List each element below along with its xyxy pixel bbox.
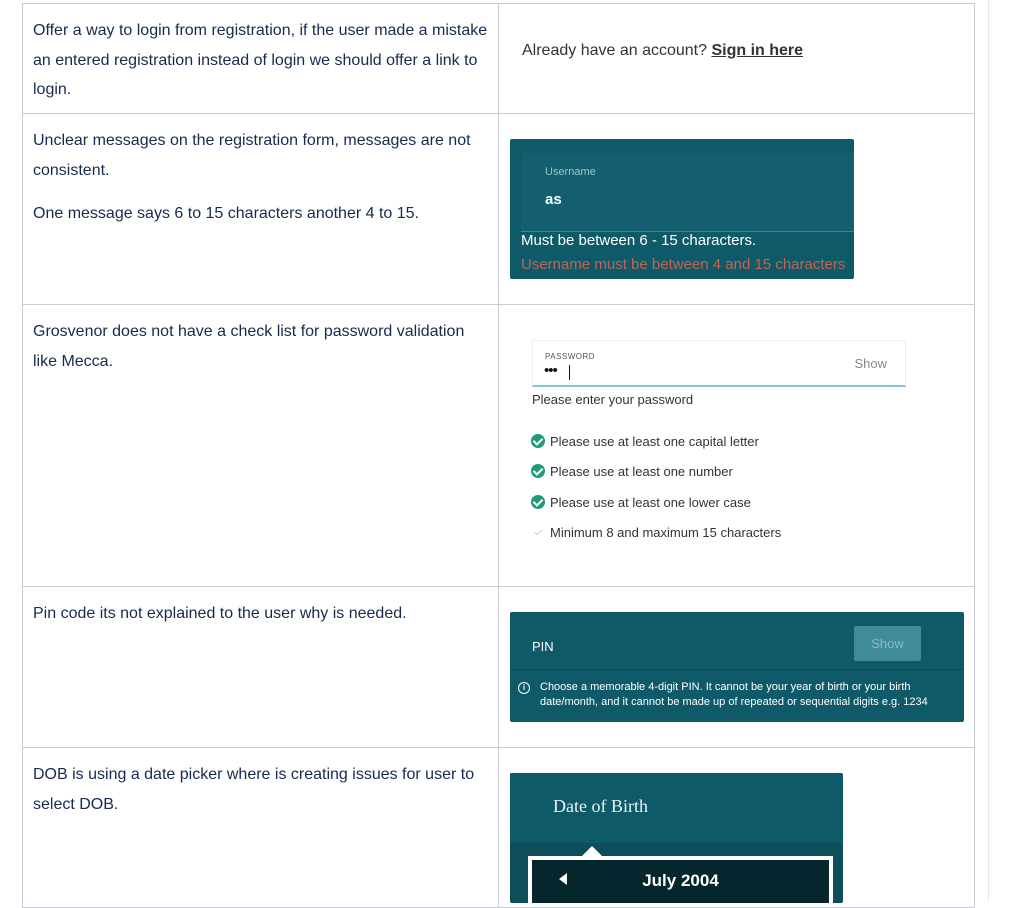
date-picker-pointer (582, 846, 602, 856)
login-hint (522, 42, 803, 60)
dob-label: Date of Birth (553, 796, 648, 816)
month-label: July 2004 (642, 871, 719, 890)
login-prompt-text: Already have an account? (522, 42, 708, 59)
issue-description: DOB is using a date picker where is creating issues for user to select DOB. (33, 766, 475, 813)
username-screenshot (510, 139, 854, 279)
example-cell (499, 114, 975, 305)
checklist-item (531, 494, 781, 524)
issue-cell (23, 305, 499, 587)
check-circle-icon (531, 495, 545, 509)
password-checklist (531, 433, 781, 554)
checklist-item (531, 433, 781, 463)
example-cell (499, 748, 975, 908)
checklist-item-label: Please use at least one number (550, 464, 733, 480)
show-password-button[interactable]: Show (854, 356, 887, 371)
check-circle-icon (531, 464, 545, 478)
username-help-text: Must be between 6 - 15 characters. (521, 232, 757, 249)
table-row (23, 4, 975, 114)
sign-in-link[interactable]: Sign in here (711, 42, 804, 59)
password-value: ••• (544, 362, 557, 379)
info-icon: i (518, 682, 530, 694)
table-row (23, 305, 975, 587)
divider (510, 669, 964, 670)
password-label: PASSWORD (545, 352, 596, 361)
date-picker (528, 856, 833, 903)
issue-description: Offer a way to login from registration, if the user made a mistake an entered registration instead of login we should offer a link to login. (33, 22, 488, 98)
table-row (23, 748, 975, 908)
password-field[interactable] (532, 340, 906, 387)
example-cell (499, 4, 975, 114)
check-circle-icon (531, 434, 545, 448)
checklist-item (531, 463, 781, 493)
password-prompt: Please enter your password (532, 392, 694, 407)
text-caret (569, 365, 570, 380)
scrollbar-track (988, 0, 989, 901)
issue-cell (23, 4, 499, 114)
username-error-text: Username must be between 4 and 15 characters (521, 256, 846, 273)
issues-table (22, 3, 975, 908)
issue-description: Grosvenor does not have a check list for password validation like Mecca. (33, 323, 465, 370)
issue-description: One message says 6 to 15 characters another 4 to 15. (33, 205, 419, 222)
pin-screenshot (510, 612, 964, 722)
issue-cell (23, 587, 499, 748)
checklist-item (531, 524, 781, 554)
issue-description: Unclear messages on the registration form, messages are not consistent. (33, 132, 471, 179)
issue-cell (23, 114, 499, 305)
date-picker-header (532, 860, 829, 903)
issue-cell (23, 748, 499, 908)
example-cell (499, 587, 975, 748)
pin-label: PIN (532, 639, 554, 654)
example-cell (499, 305, 975, 587)
username-label: Username (545, 166, 596, 178)
check-pending-icon (531, 525, 545, 539)
dob-screenshot (510, 773, 843, 903)
checklist-item-label: Minimum 8 and maximum 15 characters (550, 524, 782, 540)
table-row (23, 114, 975, 305)
issue-description: Pin code its not explained to the user why is needed. (33, 605, 407, 622)
dob-field[interactable] (510, 773, 843, 843)
table-row (23, 587, 975, 748)
checklist-item-label: Please use at least one capital letter (550, 434, 759, 449)
show-pin-button[interactable]: Show (854, 626, 921, 661)
username-value: as (545, 191, 562, 208)
pin-help-text: Choose a memorable 4-digit PIN. It cannot be your year of birth or your birth date/month, and it cannot be made up of repeated or sequential digits e.g. 1234 (540, 681, 928, 708)
username-field[interactable] (521, 153, 854, 232)
checklist-item-label: Please use at least one lower case (550, 494, 751, 510)
